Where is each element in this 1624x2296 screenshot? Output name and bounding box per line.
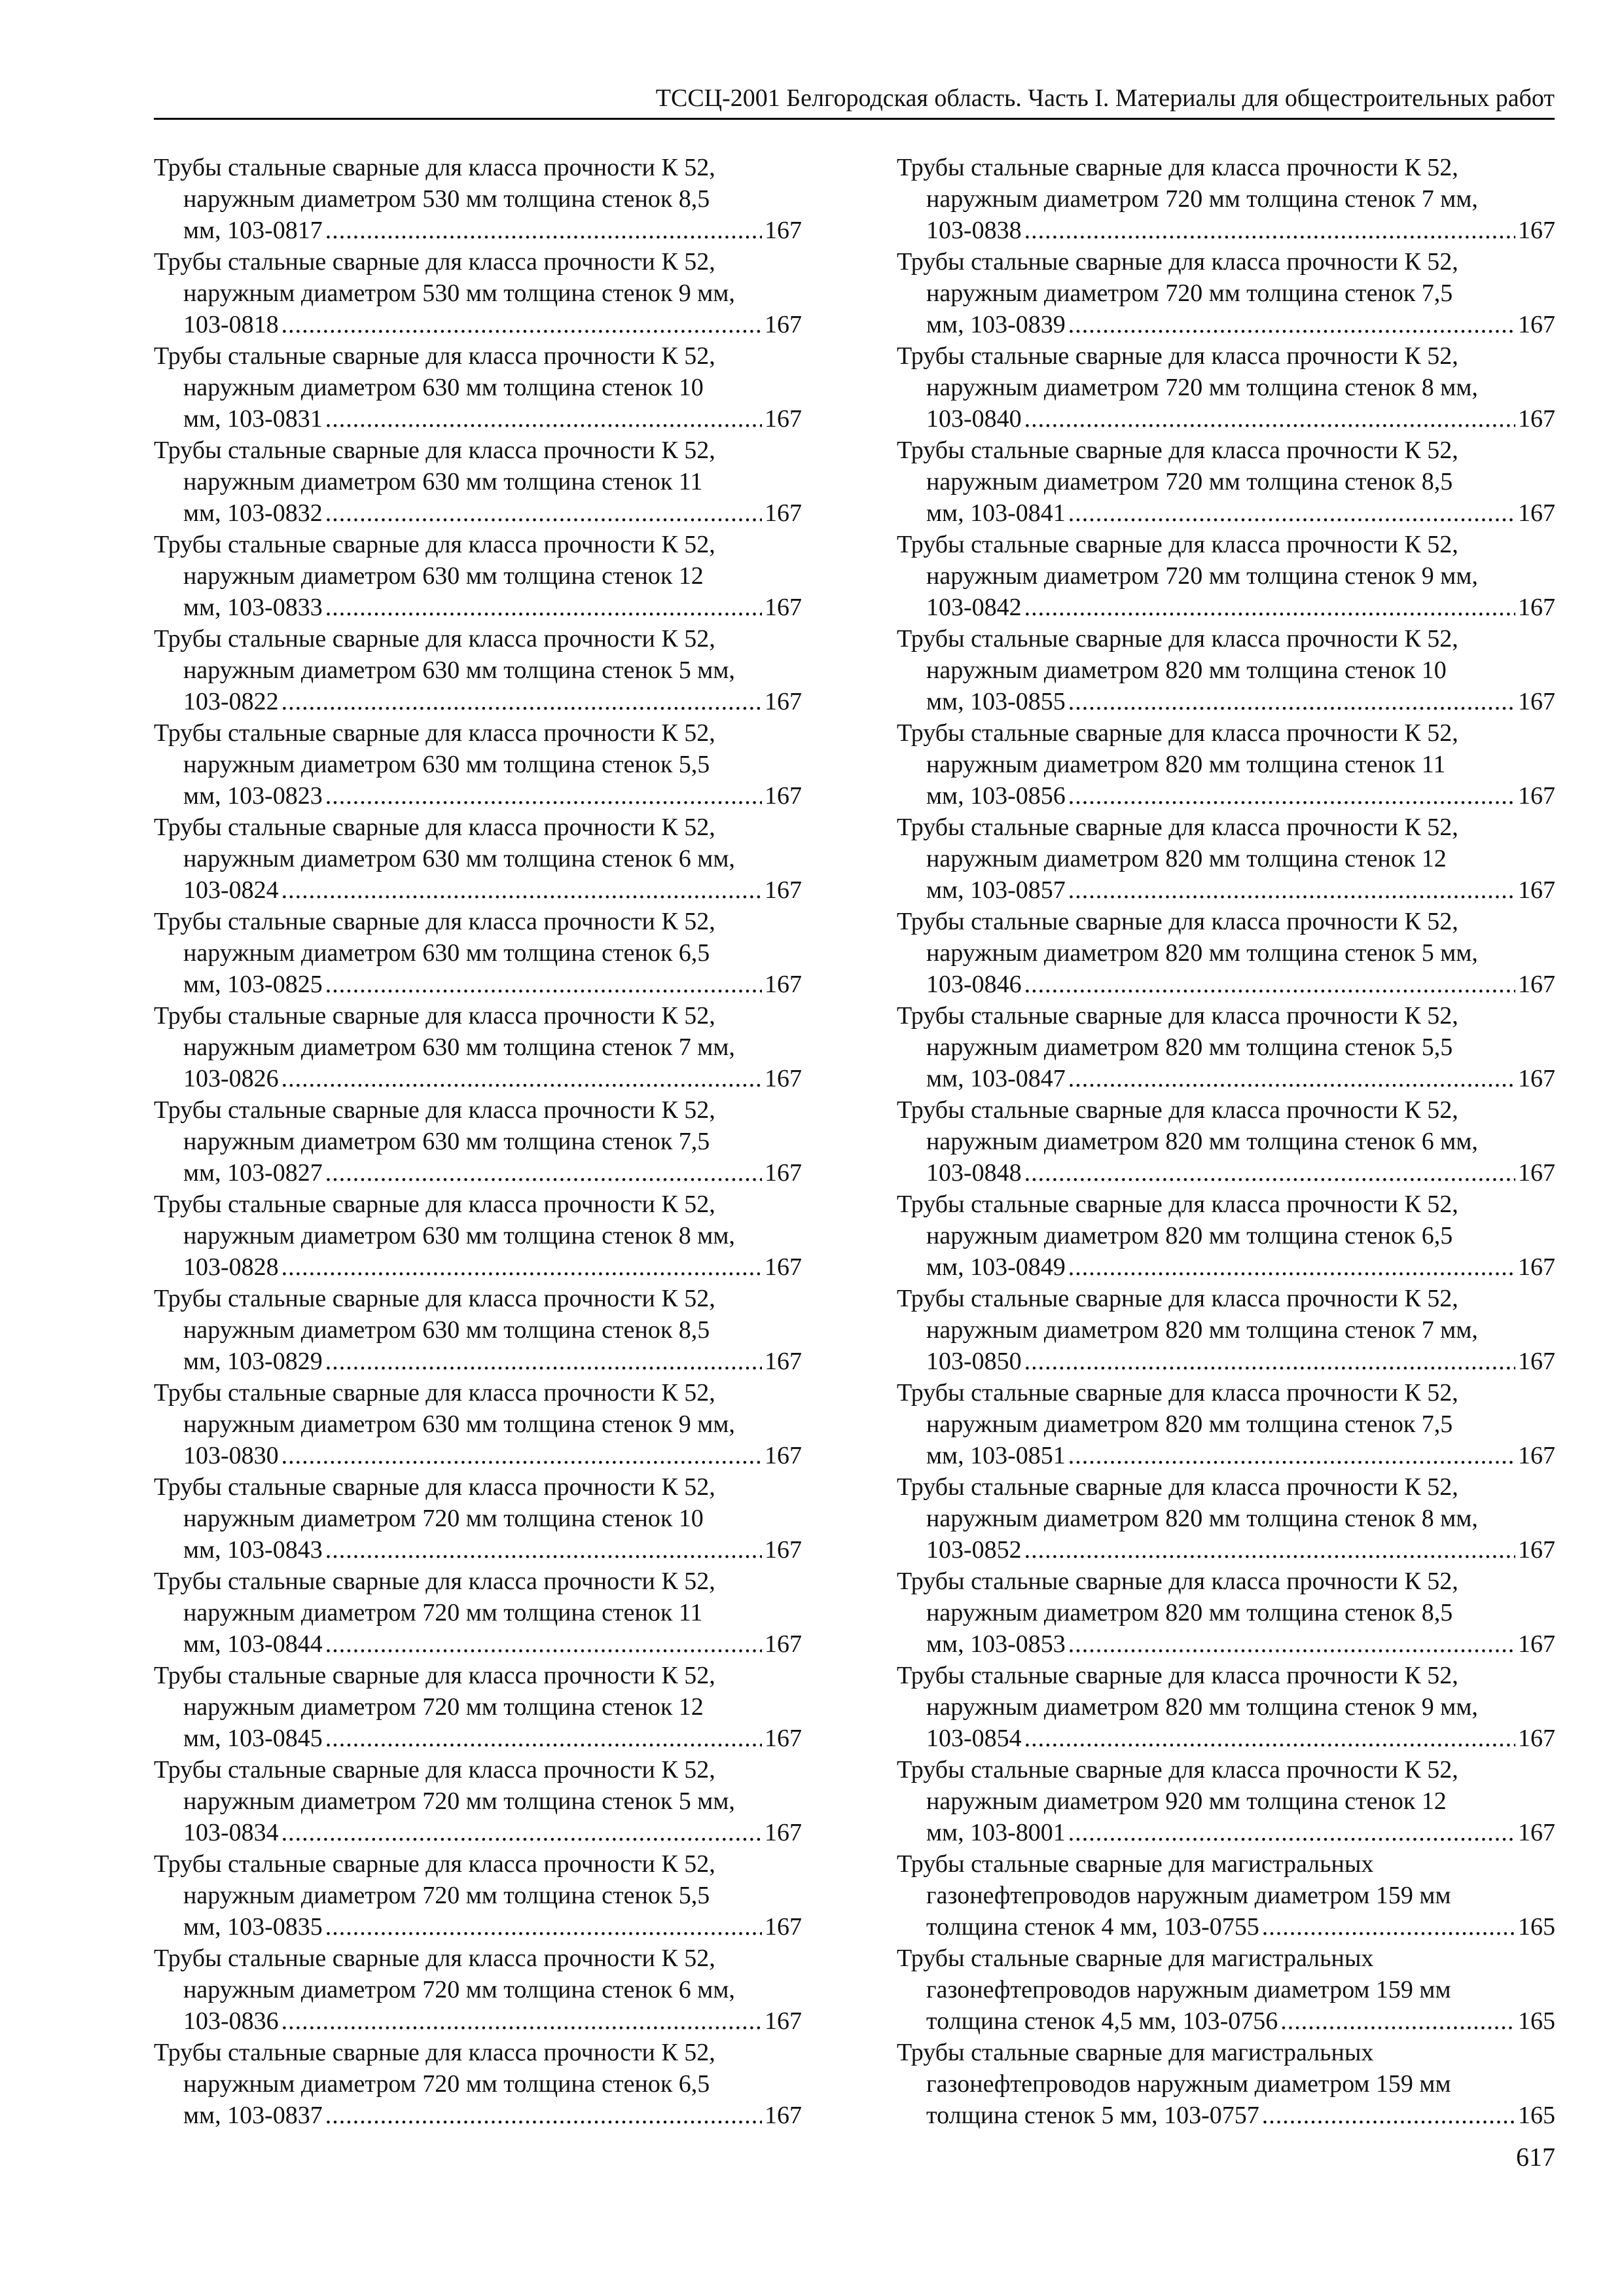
index-entry	[897, 623, 1555, 717]
entry-text-line: наружным диаметром 720 мм толщина стенок 6,5	[183, 2070, 710, 2098]
entry-text-line: толщина стенок 4,5 мм, 103-0756	[926, 2007, 1278, 2035]
dot-leader	[1068, 874, 1515, 906]
entry-page-ref: 167	[765, 1536, 802, 1564]
index-entry	[154, 1283, 802, 1377]
entry-last-line	[897, 1251, 1555, 1283]
entry-text-line: Трубы стальные сварные для класса прочности К 52,	[154, 1756, 715, 1784]
entry-page-ref: 167	[765, 876, 802, 904]
entry-last-line	[154, 1157, 802, 1189]
dot-leader	[1024, 1346, 1515, 1377]
index-entry	[897, 435, 1555, 529]
index-column-left	[154, 152, 802, 2131]
entry-text-line: наружным диаметром 820 мм толщина стенок 7 мм,	[926, 1316, 1478, 1344]
entry-text-line: наружным диаметром 720 мм толщина стенок 5,5	[183, 1882, 710, 1909]
entry-text-line: мм, 103-0847	[926, 1065, 1066, 1092]
dot-leader	[325, 1911, 762, 1943]
entry-last-line	[897, 1346, 1555, 1377]
entry-page-ref: 167	[1518, 1348, 1555, 1375]
entry-text-line: мм, 103-0817	[183, 217, 323, 244]
index-entry	[897, 1848, 1555, 1943]
entry-page-ref: 167	[1518, 971, 1555, 998]
entry-last-line	[897, 2005, 1555, 2037]
entry-last-line	[897, 1628, 1555, 1660]
dot-leader	[281, 1440, 762, 1471]
entry-text-line: Трубы стальные сварные для класса прочности К 52,	[897, 1002, 1458, 1030]
entry-last-line	[897, 309, 1555, 340]
entry-last-line	[154, 1817, 802, 1848]
entry-last-line	[897, 874, 1555, 906]
entry-last-line	[154, 309, 802, 340]
entry-text-line: 103-0830	[183, 1442, 279, 1469]
entry-text-line: Трубы стальные сварные для класса прочности К 52,	[897, 1379, 1458, 1407]
entry-last-line	[897, 686, 1555, 717]
index-entry	[897, 2037, 1555, 2131]
entry-text-line: наружным диаметром 530 мм толщина стенок 9 мм,	[183, 279, 735, 307]
entry-text-line: мм, 103-0856	[926, 782, 1066, 810]
dot-leader	[1068, 1063, 1515, 1094]
dot-leader	[325, 1346, 762, 1377]
entry-text-line: Трубы стальные сварные для класса прочности К 52,	[154, 1002, 715, 1030]
entry-page-ref: 167	[765, 405, 802, 433]
index-entry	[154, 1471, 802, 1566]
entry-text-line: Трубы стальные сварные для класса прочности К 52,	[897, 908, 1458, 935]
entry-text-line: Трубы стальные сварные для класса прочности К 52,	[154, 1945, 715, 1972]
dot-leader	[1068, 497, 1515, 529]
index-entry	[897, 1566, 1555, 1660]
entry-page-ref: 167	[765, 1725, 802, 1752]
entry-text-line: наружным диаметром 630 мм толщина стенок 11	[183, 468, 703, 495]
entry-text-line: Трубы стальные сварные для класса прочности К 52,	[154, 1191, 715, 1218]
entry-text-line: наружным диаметром 630 мм толщина стенок 10	[183, 374, 704, 401]
entry-last-line	[154, 1911, 802, 1943]
index-entry	[154, 340, 802, 435]
entry-text-line: наружным диаметром 820 мм толщина стенок 6,5	[926, 1222, 1453, 1249]
index-entry	[897, 340, 1555, 435]
entry-text-line: наружным диаметром 720 мм толщина стенок 8 мм,	[926, 374, 1478, 401]
index-entry	[897, 1754, 1555, 1848]
dot-leader	[325, 1534, 762, 1566]
entry-page-ref: 167	[1518, 594, 1555, 621]
entry-text-line: мм, 103-0832	[183, 499, 323, 527]
index-entry	[154, 1377, 802, 1471]
entry-text-line: мм, 103-0855	[926, 688, 1066, 715]
entry-last-line	[897, 592, 1555, 623]
entry-page-ref: 167	[1518, 405, 1555, 433]
entry-text-line: 103-0846	[926, 971, 1022, 998]
entry-text-line: Трубы стальные сварные для класса прочности К 52,	[897, 1285, 1458, 1312]
entry-page-ref: 167	[1518, 1725, 1555, 1752]
entry-text-line: мм, 103-0845	[183, 1725, 323, 1752]
entry-text-line: наружным диаметром 630 мм толщина стенок 6 мм,	[183, 845, 735, 872]
entry-page-ref: 167	[1518, 1442, 1555, 1469]
entry-last-line	[154, 1534, 802, 1566]
entry-text-line: Трубы стальные сварные для класса прочности К 52,	[154, 1096, 715, 1124]
entry-text-line: Трубы стальные сварные для магистральных	[897, 1850, 1374, 1878]
entry-page-ref: 165	[1518, 1913, 1555, 1941]
entry-text-line: наружным диаметром 720 мм толщина стенок 10	[183, 1505, 704, 1532]
entry-page-ref: 167	[1518, 782, 1555, 810]
dot-leader	[1024, 215, 1515, 246]
dot-leader	[325, 969, 762, 1000]
entry-text-line: наружным диаметром 720 мм толщина стенок 7 мм,	[926, 185, 1478, 213]
entry-text-line: Трубы стальные сварные для класса прочности К 52,	[897, 437, 1458, 464]
entry-text-line: наружным диаметром 820 мм толщина стенок 9 мм,	[926, 1693, 1478, 1721]
index-entry	[897, 1660, 1555, 1754]
entry-last-line	[154, 686, 802, 717]
entry-last-line	[154, 780, 802, 812]
entry-text-line: мм, 103-0851	[926, 1442, 1066, 1469]
entry-text-line: Трубы стальные сварные для класса прочности К 52,	[154, 908, 715, 935]
index-entry	[154, 1000, 802, 1094]
entry-page-ref: 167	[765, 1253, 802, 1281]
entry-page-ref: 167	[765, 1630, 802, 1658]
entry-text-line: мм, 103-0841	[926, 499, 1066, 527]
dot-leader	[281, 309, 762, 340]
index-entry	[897, 529, 1555, 623]
entry-text-line: наружным диаметром 720 мм толщина стенок 7,5	[926, 279, 1453, 307]
header-title: ТССЦ-2001 Белгородская область. Часть I. Материалы для общестроительных работ	[655, 84, 1555, 112]
entry-text-line: Трубы стальные сварные для класса прочности К 52,	[897, 719, 1458, 747]
entry-page-ref: 165	[1518, 2102, 1555, 2129]
entry-text-line: 103-0824	[183, 876, 279, 904]
dot-leader	[281, 1251, 762, 1283]
index-entry	[154, 812, 802, 906]
entry-text-line: Трубы стальные сварные для класса прочности К 52,	[897, 342, 1458, 370]
entry-text-line: мм, 103-0829	[183, 1348, 323, 1375]
entry-text-line: мм, 103-8001	[926, 1819, 1066, 1846]
entry-page-ref: 167	[1518, 1253, 1555, 1281]
dot-leader	[1068, 1251, 1515, 1283]
entry-text-line: газонефтепроводов наружным диаметром 159 мм	[926, 1882, 1451, 1909]
entry-last-line	[154, 1346, 802, 1377]
entry-last-line	[154, 1251, 802, 1283]
index-entry	[897, 246, 1555, 340]
entry-last-line	[897, 1723, 1555, 1754]
index-entry	[897, 1000, 1555, 1094]
index-entry	[154, 1566, 802, 1660]
entry-text-line: мм, 103-0827	[183, 1159, 323, 1187]
entry-text-line: Трубы стальные сварные для класса прочности К 52,	[897, 154, 1458, 181]
index-entry	[154, 623, 802, 717]
dot-leader	[1024, 1723, 1515, 1754]
entry-text-line: Трубы стальные сварные для класса прочности К 52,	[897, 531, 1458, 558]
entry-text-line: Трубы стальные сварные для класса прочности К 52,	[154, 1850, 715, 1878]
entry-text-line: наружным диаметром 630 мм толщина стенок 7 мм,	[183, 1033, 735, 1061]
entry-page-ref: 167	[1518, 1159, 1555, 1187]
entry-page-ref: 167	[765, 2007, 802, 2035]
entry-page-ref: 167	[765, 1442, 802, 1469]
index-entry	[897, 1189, 1555, 1283]
entry-last-line	[154, 2100, 802, 2131]
entry-last-line	[154, 592, 802, 623]
entry-text-line: 103-0836	[183, 2007, 279, 2035]
index-entry	[897, 1943, 1555, 2037]
entry-page-ref: 167	[765, 1819, 802, 1846]
entry-text-line: Трубы стальные сварные для класса прочности К 52,	[154, 719, 715, 747]
entry-text-line: Трубы стальные сварные для класса прочности К 52,	[897, 248, 1458, 276]
index-entry	[154, 717, 802, 812]
index-entry	[897, 1094, 1555, 1189]
entry-text-line: Трубы стальные сварные для класса прочности К 52,	[154, 1568, 715, 1595]
dot-leader	[1024, 592, 1515, 623]
entry-page-ref: 165	[1518, 2007, 1555, 2035]
entry-text-line: толщина стенок 4 мм, 103-0755	[926, 1913, 1259, 1941]
entry-text-line: мм, 103-0844	[183, 1630, 323, 1658]
entry-text-line: 103-0854	[926, 1725, 1022, 1752]
entry-text-line: Трубы стальные сварные для класса прочности К 52,	[154, 154, 715, 181]
entry-text-line: газонефтепроводов наружным диаметром 159 мм	[926, 2070, 1451, 2098]
entry-page-ref: 167	[765, 2102, 802, 2129]
entry-text-line: наружным диаметром 630 мм толщина стенок 7,5	[183, 1128, 710, 1155]
index-entry	[154, 1943, 802, 2037]
dot-leader	[325, 497, 762, 529]
entry-text-line: наружным диаметром 820 мм толщина стенок 11	[926, 751, 1446, 778]
entry-text-line: 103-0826	[183, 1065, 279, 1092]
index-entry	[154, 2037, 802, 2131]
entry-last-line	[897, 403, 1555, 435]
entry-text-line: 103-0850	[926, 1348, 1022, 1375]
entry-last-line	[897, 1911, 1555, 1943]
entry-text-line: Трубы стальные сварные для класса прочности К 52,	[897, 625, 1458, 653]
entry-last-line	[897, 1157, 1555, 1189]
dot-leader	[325, 403, 762, 435]
entry-last-line	[897, 2100, 1555, 2131]
entry-text-line: наружным диаметром 820 мм толщина стенок 7,5	[926, 1410, 1453, 1438]
entry-text-line: 103-0840	[926, 405, 1022, 433]
entry-last-line	[897, 780, 1555, 812]
entry-text-line: наружным диаметром 920 мм толщина стенок 12	[926, 1787, 1447, 1815]
dot-leader	[281, 1817, 762, 1848]
entry-text-line: Трубы стальные сварные для класса прочности К 52,	[897, 1568, 1458, 1595]
dot-leader	[1068, 780, 1515, 812]
entry-text-line: мм, 103-0837	[183, 2102, 323, 2129]
dot-leader	[325, 780, 762, 812]
dot-leader	[1024, 1534, 1515, 1566]
index-entry	[154, 529, 802, 623]
index-entry	[897, 812, 1555, 906]
entry-text-line: Трубы стальные сварные для магистральных	[897, 2039, 1374, 2066]
entry-last-line	[154, 1628, 802, 1660]
entry-text-line: наружным диаметром 820 мм толщина стенок 12	[926, 845, 1447, 872]
entry-text-line: Трубы стальные сварные для класса прочности К 52,	[897, 1473, 1458, 1501]
entry-page-ref: 167	[765, 311, 802, 338]
entry-last-line	[897, 1534, 1555, 1566]
entry-text-line: наружным диаметром 630 мм толщина стенок 6,5	[183, 939, 710, 967]
entry-page-ref: 167	[765, 1065, 802, 1092]
dot-leader	[325, 2100, 762, 2131]
index-entry	[154, 1848, 802, 1943]
dot-leader	[325, 592, 762, 623]
dot-leader	[325, 215, 762, 246]
dot-leader	[281, 874, 762, 906]
entry-text-line: Трубы стальные сварные для класса прочности К 52,	[154, 437, 715, 464]
dot-leader	[1024, 969, 1515, 1000]
entry-text-line: наружным диаметром 630 мм толщина стенок 9 мм,	[183, 1410, 735, 1438]
entry-text-line: мм, 103-0835	[183, 1913, 323, 1941]
entry-last-line	[897, 215, 1555, 246]
entry-text-line: наружным диаметром 720 мм толщина стенок 5 мм,	[183, 1787, 735, 1815]
entry-page-ref: 167	[765, 1348, 802, 1375]
entry-text-line: наружным диаметром 720 мм толщина стенок 9 мм,	[926, 562, 1478, 590]
entry-text-line: наружным диаметром 820 мм толщина стенок 8,5	[926, 1599, 1453, 1626]
entry-last-line	[154, 403, 802, 435]
index-entry	[154, 1754, 802, 1848]
dot-leader	[325, 1157, 762, 1189]
entry-page-ref: 167	[1518, 876, 1555, 904]
dot-leader	[1068, 1440, 1515, 1471]
index-entry	[154, 906, 802, 1000]
entry-last-line	[897, 1817, 1555, 1848]
entry-text-line: наружным диаметром 720 мм толщина стенок 12	[183, 1693, 704, 1721]
index-entry	[154, 246, 802, 340]
entry-last-line	[154, 215, 802, 246]
entry-text-line: мм, 103-0843	[183, 1536, 323, 1564]
entry-text-line: Трубы стальные сварные для класса прочности К 52,	[154, 1379, 715, 1407]
entry-text-line: наружным диаметром 530 мм толщина стенок 8,5	[183, 185, 710, 213]
entry-page-ref: 167	[765, 1913, 802, 1941]
entry-text-line: 103-0818	[183, 311, 279, 338]
entry-text-line: Трубы стальные сварные для класса прочности К 52,	[897, 1096, 1458, 1124]
entry-page-ref: 167	[1518, 1819, 1555, 1846]
dot-leader	[281, 686, 762, 717]
entry-page-ref: 167	[765, 971, 802, 998]
entry-last-line	[154, 2005, 802, 2037]
entry-text-line: Трубы стальные сварные для класса прочности К 52,	[154, 625, 715, 653]
entry-text-line: 103-0842	[926, 594, 1022, 621]
dot-leader	[1280, 2005, 1515, 2037]
entry-text-line: наружным диаметром 820 мм толщина стенок 10	[926, 656, 1447, 684]
entry-text-line: Трубы стальные сварные для класса прочности К 52,	[154, 342, 715, 370]
entry-text-line: Трубы стальные сварные для класса прочности К 52,	[897, 1191, 1458, 1218]
entry-text-line: Трубы стальные сварные для класса прочности К 52,	[897, 814, 1458, 841]
entry-page-ref: 167	[765, 499, 802, 527]
entry-text-line: 103-0834	[183, 1819, 279, 1846]
index-column-right	[897, 152, 1555, 2131]
entry-page-ref: 167	[765, 688, 802, 715]
index-entry	[154, 1660, 802, 1754]
entry-page-ref: 167	[765, 1159, 802, 1187]
dot-leader	[325, 1628, 762, 1660]
entry-page-ref: 167	[1518, 1630, 1555, 1658]
entry-text-line: мм, 103-0831	[183, 405, 323, 433]
index-entry	[897, 717, 1555, 812]
entry-text-line: наружным диаметром 820 мм толщина стенок 6 мм,	[926, 1128, 1478, 1155]
index-entry	[897, 152, 1555, 246]
page-number: 617	[1516, 2142, 1555, 2172]
entry-text-line: мм, 103-0853	[926, 1630, 1066, 1658]
entry-page-ref: 167	[1518, 217, 1555, 244]
dot-leader	[1024, 403, 1515, 435]
index-entry	[154, 435, 802, 529]
entry-text-line: наружным диаметром 630 мм толщина стенок 12	[183, 562, 704, 590]
entry-text-line: Трубы стальные сварные для класса прочности К 52,	[897, 1662, 1458, 1689]
entry-text-line: Трубы стальные сварные для класса прочности К 52,	[154, 1662, 715, 1689]
running-header	[154, 84, 1555, 120]
entry-text-line: толщина стенок 5 мм, 103-0757	[926, 2102, 1259, 2129]
entry-text-line: газонефтепроводов наружным диаметром 159 мм	[926, 1976, 1451, 2003]
entry-last-line	[154, 874, 802, 906]
entry-text-line: Трубы стальные сварные для магистральных	[897, 1945, 1374, 1972]
entry-text-line: Трубы стальные сварные для класса прочности К 52,	[154, 1473, 715, 1501]
entry-text-line: 103-0822	[183, 688, 279, 715]
dot-leader	[1068, 309, 1515, 340]
entry-text-line: Трубы стальные сварные для класса прочности К 52,	[154, 814, 715, 841]
entry-last-line	[154, 1440, 802, 1471]
entry-page-ref: 167	[765, 594, 802, 621]
entry-last-line	[897, 497, 1555, 529]
entry-page-ref: 167	[1518, 1065, 1555, 1092]
entry-text-line: 103-0828	[183, 1253, 279, 1281]
entry-text-line: мм, 103-0857	[926, 876, 1066, 904]
entry-last-line	[897, 1440, 1555, 1471]
entry-text-line: Трубы стальные сварные для класса прочности К 52,	[154, 2039, 715, 2066]
entry-text-line: наружным диаметром 720 мм толщина стенок 11	[183, 1599, 703, 1626]
dot-leader	[281, 2005, 762, 2037]
dot-leader	[1024, 1157, 1515, 1189]
index-entry	[154, 1189, 802, 1283]
entry-text-line: наружным диаметром 630 мм толщина стенок 8,5	[183, 1316, 710, 1344]
index-entry	[897, 1283, 1555, 1377]
entry-last-line	[154, 1063, 802, 1094]
entry-last-line	[897, 969, 1555, 1000]
entry-text-line: мм, 103-0823	[183, 782, 323, 810]
entry-text-line: наружным диаметром 720 мм толщина стенок 8,5	[926, 468, 1453, 495]
entry-text-line: наружным диаметром 720 мм толщина стенок 6 мм,	[183, 1976, 735, 2003]
entry-text-line: мм, 103-0839	[926, 311, 1066, 338]
entry-page-ref: 167	[765, 782, 802, 810]
entry-text-line: 103-0848	[926, 1159, 1022, 1187]
entry-page-ref: 167	[1518, 311, 1555, 338]
entry-text-line: мм, 103-0849	[926, 1253, 1066, 1281]
dot-leader	[1262, 1911, 1515, 1943]
entry-page-ref: 167	[1518, 499, 1555, 527]
entry-text-line: наружным диаметром 820 мм толщина стенок 5 мм,	[926, 939, 1478, 967]
entry-page-ref: 167	[765, 217, 802, 244]
entry-text-line: наружным диаметром 820 мм толщина стенок 5,5	[926, 1033, 1453, 1061]
dot-leader	[325, 1723, 762, 1754]
dot-leader	[1068, 686, 1515, 717]
entry-last-line	[154, 497, 802, 529]
entry-last-line	[897, 1063, 1555, 1094]
dot-leader	[1262, 2100, 1515, 2131]
index-entry	[897, 1471, 1555, 1566]
entry-page-ref: 167	[1518, 1536, 1555, 1564]
index-entry	[154, 1094, 802, 1189]
index-entry	[897, 906, 1555, 1000]
entry-text-line: Трубы стальные сварные для класса прочности К 52,	[154, 1285, 715, 1312]
entry-text-line: наружным диаметром 630 мм толщина стенок 8 мм,	[183, 1222, 735, 1249]
entry-text-line: 103-0838	[926, 217, 1022, 244]
index-entry	[154, 152, 802, 246]
entry-text-line: наружным диаметром 630 мм толщина стенок 5 мм,	[183, 656, 735, 684]
entry-text-line: Трубы стальные сварные для класса прочности К 52,	[154, 248, 715, 276]
entry-text-line: 103-0852	[926, 1536, 1022, 1564]
entry-last-line	[154, 1723, 802, 1754]
dot-leader	[281, 1063, 762, 1094]
entry-text-line: Трубы стальные сварные для класса прочности К 52,	[154, 531, 715, 558]
entry-page-ref: 167	[1518, 688, 1555, 715]
entry-last-line	[154, 969, 802, 1000]
entry-text-line: мм, 103-0833	[183, 594, 323, 621]
entry-text-line: мм, 103-0825	[183, 971, 323, 998]
entry-text-line: Трубы стальные сварные для класса прочности К 52,	[897, 1756, 1458, 1784]
index-entry	[897, 1377, 1555, 1471]
entry-text-line: наружным диаметром 820 мм толщина стенок 8 мм,	[926, 1505, 1478, 1532]
dot-leader	[1068, 1628, 1515, 1660]
entry-text-line: наружным диаметром 630 мм толщина стенок 5,5	[183, 751, 710, 778]
dot-leader	[1068, 1817, 1515, 1848]
